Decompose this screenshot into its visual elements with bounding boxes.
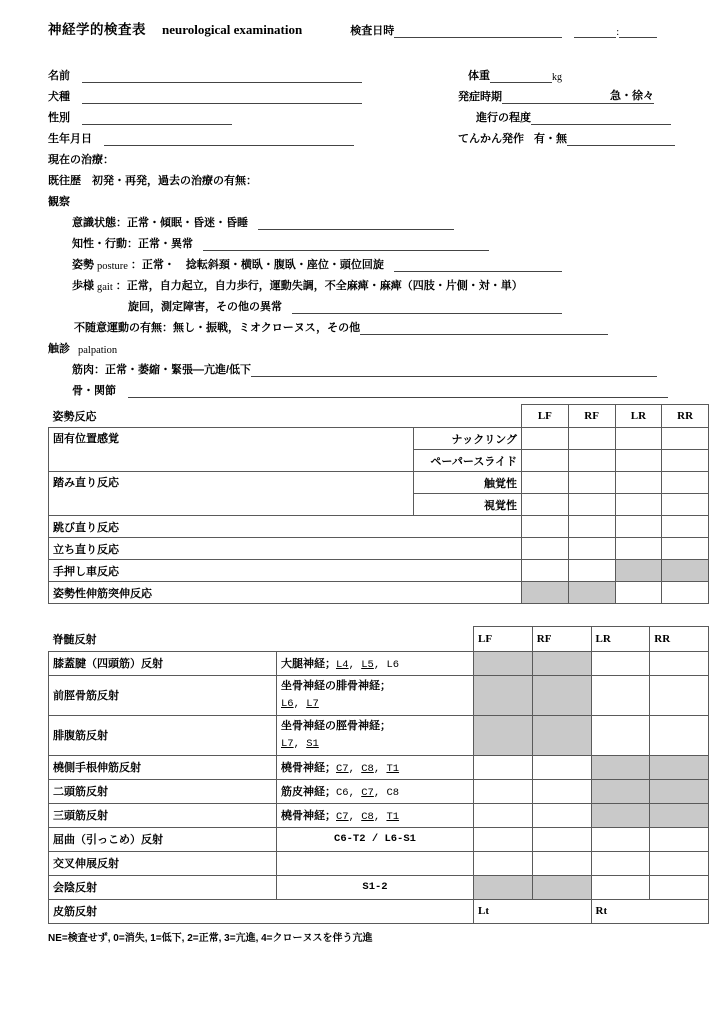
- table-gap: [48, 604, 708, 626]
- nerve-name: 筋皮神経；: [281, 786, 336, 798]
- postural-cell-lf[interactable]: [522, 428, 569, 450]
- spinal-cell-rr[interactable]: [650, 675, 709, 715]
- page-title-ja: 神経学的検査表: [48, 22, 146, 37]
- spinal-row-label-perineal: 会陰反射: [49, 875, 277, 899]
- spinal-cell-lf[interactable]: [474, 779, 533, 803]
- postural-cell-rf[interactable]: [568, 428, 615, 450]
- postural-header-spacer: [414, 405, 522, 428]
- postural-cell-lf[interactable]: [522, 450, 569, 472]
- postural-cell-lr[interactable]: [615, 516, 662, 538]
- exam-time-hour-input[interactable]: [574, 25, 616, 38]
- postural-cell-lf[interactable]: [522, 560, 569, 582]
- exam-time-minute-input[interactable]: [619, 25, 657, 38]
- birthdate-input[interactable]: [104, 133, 354, 146]
- gait-input-2[interactable]: [292, 301, 562, 314]
- palpation-section: [48, 335, 708, 398]
- postural-sub-visual: 視覚性: [414, 494, 522, 516]
- spinal-cell-rr[interactable]: [650, 851, 709, 875]
- exam-date-input[interactable]: [394, 25, 562, 38]
- spinal-col-rf: RF: [532, 627, 591, 652]
- patient-info-block: [48, 62, 708, 188]
- consciousness-row: [48, 209, 708, 230]
- spinal-cell-lf: [474, 651, 533, 675]
- segment-list: C7, C8, T1: [336, 811, 400, 823]
- spinal-cell-rf[interactable]: [532, 851, 591, 875]
- spinal-cell-rf: [532, 675, 591, 715]
- weight-label: 体重: [468, 70, 490, 82]
- postural-cell-lr[interactable]: [615, 538, 662, 560]
- postural-row-label-righting: 立ち直り反応: [49, 538, 522, 560]
- spinal-cell-rr[interactable]: [650, 827, 709, 851]
- postural-cell-lr: [615, 560, 662, 582]
- onset-options[interactable]: 急・徐々: [610, 87, 654, 104]
- breed-input[interactable]: [82, 91, 362, 104]
- table-row: [49, 851, 709, 875]
- spinal-cell-rr: [650, 779, 709, 803]
- spinal-nerve-triceps: [277, 803, 474, 827]
- birthdate-label: 生年月日: [48, 133, 92, 145]
- postural-cell-rf[interactable]: [568, 538, 615, 560]
- table-row: [49, 755, 709, 779]
- spinal-cell-rf[interactable]: [532, 803, 591, 827]
- palpation-section-label-ja: 触診: [48, 343, 70, 355]
- gait-options-2[interactable]: 旋回，測定障害，その他の異常: [128, 301, 282, 313]
- postural-row-label-hopping: 跳び直り反応: [49, 516, 522, 538]
- postural-cell-lr[interactable]: [615, 450, 662, 472]
- postural-cell-rr[interactable]: [662, 472, 709, 494]
- postural-cell-rr[interactable]: [662, 582, 709, 604]
- postural-sub-tactile: 触覚性: [414, 472, 522, 494]
- spinal-row-label-extensor-carpi-radialis: 橈側手根伸筋反射: [49, 755, 277, 779]
- sex-input[interactable]: [82, 112, 232, 125]
- consciousness-input[interactable]: [258, 217, 454, 230]
- spinal-cell-lr: [591, 779, 650, 803]
- spinal-cell-lr[interactable]: [591, 651, 650, 675]
- exam-time-separator: :: [616, 27, 620, 38]
- nerve-name: 橈骨神経；: [281, 810, 336, 822]
- spinal-cell-rf[interactable]: [532, 755, 591, 779]
- spinal-segments-crossed-extensor: [277, 851, 474, 875]
- postural-cell-lf[interactable]: [522, 516, 569, 538]
- muscle-row: [48, 356, 708, 377]
- current-treatment-label: 現在の治療：: [48, 154, 114, 166]
- postural-cell-rr[interactable]: [662, 450, 709, 472]
- epilepsy-label: てんかん発作: [458, 133, 524, 145]
- spinal-nerve-patellar: [277, 651, 474, 675]
- spinal-col-lf: LF: [474, 627, 533, 652]
- weight-input[interactable]: [490, 70, 552, 83]
- spinal-cell-rr: [650, 755, 709, 779]
- palpation-section-label-row: [48, 335, 708, 356]
- postural-cell-rr[interactable]: [662, 494, 709, 516]
- spinal-row-label-patellar: 膝蓋腱（四頭筋）反射: [49, 651, 277, 675]
- postural-cell-rf[interactable]: [568, 516, 615, 538]
- spinal-nerve-extensor-carpi-radialis: [277, 755, 474, 779]
- exam-datetime-group: [350, 22, 657, 38]
- spinal-cell-rr[interactable]: [650, 875, 709, 899]
- postural-cell-rf[interactable]: [568, 494, 615, 516]
- table-row: [49, 538, 709, 560]
- spinal-cell-rr[interactable]: [650, 651, 709, 675]
- spinal-cell-lf[interactable]: [474, 851, 533, 875]
- postural-cell-lf: [522, 582, 569, 604]
- table-row: [49, 582, 709, 604]
- nerve-name: 橈骨神経；: [281, 762, 336, 774]
- postural-col-rf: RF: [568, 405, 615, 428]
- segment-list: C7, C8, T1: [336, 763, 400, 775]
- postural-cell-rf: [568, 582, 615, 604]
- spinal-reflexes-table: [48, 626, 709, 924]
- bone-joint-label: 骨・関節: [72, 385, 116, 397]
- grading-legend: NE=検査せず, 0=消失, 1=低下, 2=正常, 3=亢進, 4=クローヌスを伴う亢進: [48, 932, 373, 944]
- spinal-cell-rf[interactable]: [532, 827, 591, 851]
- spinal-segments-perineal: S1-2: [277, 875, 474, 899]
- onset-label: 発症時期: [458, 91, 502, 103]
- postural-row-label-proprioception: 固有位置感覚: [49, 428, 414, 472]
- spinal-col-rr: RR: [650, 627, 709, 652]
- page-title-en: neurological examination: [162, 22, 303, 37]
- postural-table-header-row: [49, 405, 709, 428]
- postural-cell-lf[interactable]: [522, 472, 569, 494]
- spinal-row-label-biceps: 二頭筋反射: [49, 779, 277, 803]
- involuntary-movement-row: [48, 314, 708, 335]
- nerve-name: 坐骨神経の腓骨神経；: [281, 679, 391, 692]
- sex-label: 性別: [48, 112, 70, 124]
- gait-row: [48, 272, 708, 293]
- spinal-cell-lr: [591, 755, 650, 779]
- intelligence-row: [48, 230, 708, 251]
- intelligence-label[interactable]: 知性・行動：正常・異常: [72, 238, 193, 250]
- postural-cell-lr[interactable]: [615, 582, 662, 604]
- segment-list: L6, L7: [281, 697, 319, 710]
- palpation-section-label-en: palpation: [78, 345, 118, 356]
- name-input[interactable]: [82, 70, 362, 83]
- observation-section-label-row: [48, 188, 708, 209]
- consciousness-label[interactable]: 意識状態：正常・傾眠・昏迷・昏睡: [72, 217, 248, 229]
- postural-sub-knuckling: ナックリング: [414, 428, 522, 450]
- gait-label-en: gait: [97, 282, 113, 293]
- epilepsy-input[interactable]: [567, 133, 675, 146]
- intelligence-input[interactable]: [203, 238, 489, 251]
- nerve-name: 大腿神経；: [281, 658, 336, 670]
- spinal-segments-flexor-withdrawal: C6-T2 / L6-S1: [277, 827, 474, 851]
- gait-options[interactable]: ：正常，自力起立，自力歩行，運動失調，不全麻痺・麻痺（四肢・片側・対・単）: [115, 280, 523, 292]
- posture-label-ja: 姿勢: [72, 259, 94, 271]
- posture-row: [48, 251, 708, 272]
- spinal-cell-lr[interactable]: [591, 675, 650, 715]
- postural-col-lf: LF: [522, 405, 569, 428]
- spinal-row-label-crossed-extensor: 交叉伸展反射: [49, 851, 277, 875]
- muscle-input[interactable]: [251, 364, 657, 377]
- table-row: [49, 516, 709, 538]
- bone-joint-row: [48, 377, 708, 398]
- postural-reactions-table: [48, 404, 709, 604]
- name-label: 名前: [48, 70, 70, 82]
- table-row: [49, 472, 709, 494]
- bone-joint-input[interactable]: [128, 385, 668, 398]
- history-label: 既往歴 初発・再発，過去の治療の有無：: [48, 175, 257, 187]
- spinal-cell-lr[interactable]: [591, 851, 650, 875]
- exam-date-label: 検査日時: [350, 25, 395, 37]
- spinal-nerve-biceps: [277, 779, 474, 803]
- postural-cell-rr[interactable]: [662, 538, 709, 560]
- involuntary-movement-label[interactable]: 不随意運動の有無：無し・振戦，ミオクローヌス，その他: [74, 322, 361, 334]
- progression-input[interactable]: [531, 112, 671, 125]
- gait-label-ja: 歩様: [72, 280, 94, 292]
- table-row: [49, 675, 709, 715]
- table-row: [49, 715, 709, 755]
- weight-unit: kg: [552, 72, 562, 83]
- postural-table-title: 姿勢反応: [49, 405, 414, 428]
- table-row: [49, 779, 709, 803]
- postural-cell-rf[interactable]: [568, 560, 615, 582]
- breed-label: 犬種: [48, 91, 70, 103]
- spinal-cell-lf: [474, 875, 533, 899]
- spinal-nerve-gastrocnemius: [277, 715, 474, 755]
- segment-list: L7, S1: [281, 737, 319, 750]
- postural-cell-lf[interactable]: [522, 494, 569, 516]
- postural-cell-lr[interactable]: [615, 428, 662, 450]
- table-row: [49, 428, 709, 450]
- spinal-cell-lf[interactable]: [474, 803, 533, 827]
- posture-input[interactable]: [394, 259, 562, 272]
- spinal-cell-lr[interactable]: [591, 827, 650, 851]
- spinal-row-label-flexor-withdrawal: 屈曲（引っこめ）反射: [49, 827, 277, 851]
- posture-label-en: posture: [97, 261, 128, 272]
- postural-row-label-hopping-placing: 踏み直り反応: [49, 472, 414, 516]
- table-row: [49, 827, 709, 851]
- postural-cell-lr[interactable]: [615, 494, 662, 516]
- panniculus-left-input[interactable]: Lt: [474, 899, 592, 923]
- spinal-row-label-cranial-tibial: 前脛骨筋反射: [49, 675, 277, 715]
- spinal-cell-lf: [474, 715, 533, 755]
- table-row: [49, 875, 709, 899]
- gait-row-2: [48, 293, 708, 314]
- nerve-name: 坐骨神経の脛骨神経；: [281, 719, 391, 732]
- table-row: [49, 651, 709, 675]
- postural-col-rr: RR: [662, 405, 709, 428]
- spinal-cell-lr: [591, 803, 650, 827]
- postural-col-lr: LR: [615, 405, 662, 428]
- spinal-table-header-row: [49, 627, 709, 652]
- observation-section-label: 観察: [48, 196, 70, 208]
- postural-cell-rf[interactable]: [568, 450, 615, 472]
- form-header: [48, 18, 708, 44]
- epilepsy-options[interactable]: 有・無: [534, 133, 567, 145]
- spinal-row-label-triceps: 三頭筋反射: [49, 803, 277, 827]
- spinal-cell-rf[interactable]: [532, 779, 591, 803]
- onset-input[interactable]: [502, 91, 610, 104]
- spinal-cell-rr[interactable]: [650, 715, 709, 755]
- spinal-cell-lf: [474, 675, 533, 715]
- postural-cell-rr: [662, 560, 709, 582]
- spinal-cell-rf: [532, 875, 591, 899]
- progression-label: 進行の程度: [476, 112, 531, 124]
- muscle-label[interactable]: 筋肉：正常・萎縮・緊張—亢進/低下: [72, 364, 252, 376]
- table-row: [49, 899, 709, 923]
- spinal-row-label-panniculus: 皮筋反射: [49, 899, 474, 923]
- table-row: [49, 803, 709, 827]
- postural-cell-lf[interactable]: [522, 538, 569, 560]
- spinal-cell-lf[interactable]: [474, 827, 533, 851]
- postural-cell-lr[interactable]: [615, 472, 662, 494]
- spinal-cell-rr: [650, 803, 709, 827]
- spinal-cell-lr[interactable]: [591, 875, 650, 899]
- postural-row-label-wheelbarrow: 手押し車反応: [49, 560, 522, 582]
- postural-cell-rf[interactable]: [568, 472, 615, 494]
- posture-options[interactable]: ：正常・ 捻転斜頚・横臥・腹臥・座位・頭位回旋: [130, 259, 384, 271]
- observation-section: [48, 188, 708, 335]
- postural-row-label-extensor-postural-thrust: 姿勢性伸筋突伸反応: [49, 582, 522, 604]
- spinal-cell-rf: [532, 651, 591, 675]
- postural-cell-rr[interactable]: [662, 516, 709, 538]
- postural-cell-rr[interactable]: [662, 428, 709, 450]
- table-row: [49, 560, 709, 582]
- spinal-header-spacer: [277, 627, 474, 652]
- segment-list: L4, L5, L6: [336, 659, 400, 671]
- spinal-cell-lr[interactable]: [591, 715, 650, 755]
- spinal-row-label-gastrocnemius: 腓腹筋反射: [49, 715, 277, 755]
- spinal-cell-rf: [532, 715, 591, 755]
- spinal-col-lr: LR: [591, 627, 650, 652]
- spinal-cell-lf[interactable]: [474, 755, 533, 779]
- spinal-table-title: 脊髄反射: [49, 627, 277, 652]
- involuntary-movement-input[interactable]: [360, 322, 608, 335]
- postural-sub-paperslide: ペーパースライド: [414, 450, 522, 472]
- segment-list: C6, C7, C8: [336, 787, 400, 799]
- spinal-nerve-cranial-tibial: [277, 675, 474, 715]
- panniculus-right-input[interactable]: Rt: [591, 899, 709, 923]
